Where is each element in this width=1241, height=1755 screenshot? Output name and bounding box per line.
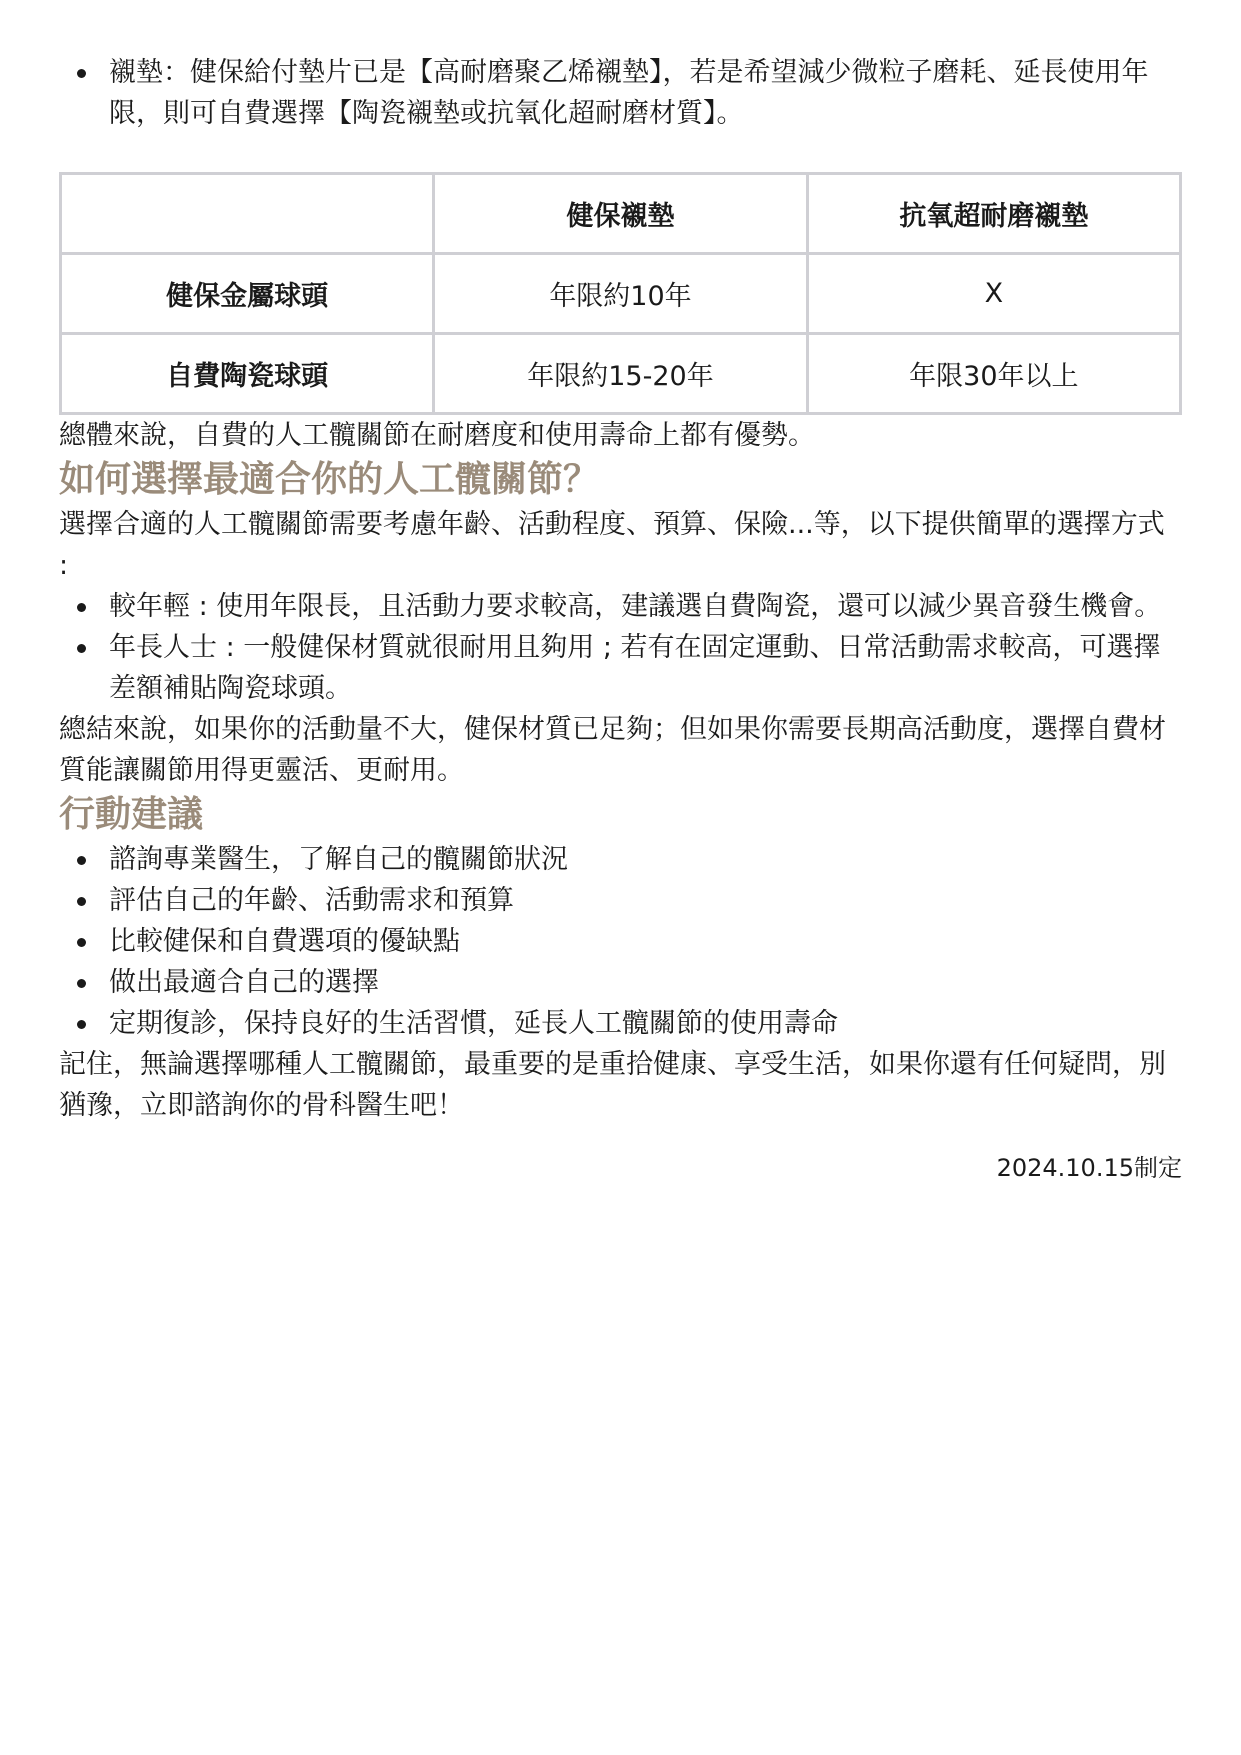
table-row <box>61 334 1181 414</box>
summary-paragraph: 總體來說，自費的人工髖關節在耐磨度和使用壽命上都有優勢。 <box>59 420 815 451</box>
list-item-younger: 較年輕 : 使用年限長，且活動力要求較高，建議選自費陶瓷，還可以減少異音發生機會。 <box>59 586 1182 627</box>
conclusion-paragraph: 總結來說，如果你的活動量不大，健保材質已足夠；但如果你需要長期高活動度，選擇自費材質能讓關節用得更靈活、更耐用。 <box>59 714 1166 786</box>
list-item: 比較健保和自費選項的優缺點 <box>59 921 1182 962</box>
section-heading-choose: 如何選擇最適合你的人工髖關節？ <box>59 459 600 500</box>
section-heading-action: 行動建議 <box>59 794 204 835</box>
liner-note-list <box>59 52 1182 134</box>
row-label-metal-head: 健保金屬球頭 <box>61 254 434 334</box>
list-item: 諮詢專業醫生，了解自己的髖關節狀況 <box>59 839 1182 880</box>
row-label-ceramic-head: 自費陶瓷球頭 <box>61 334 434 414</box>
choose-intro-paragraph: 選擇合適的人工髖關節需要考慮年齡、活動程度、預算、保險...等，以下提供簡單的選擇方式 : <box>59 509 1165 581</box>
table-header-nhi-liner: 健保襯墊 <box>434 174 807 254</box>
table-header-row <box>61 174 1181 254</box>
document-page <box>59 52 1182 1184</box>
table-cell: 年限約15-20年 <box>434 334 807 414</box>
table-header-corner <box>61 174 434 254</box>
table-cell: 年限30年以上 <box>807 334 1180 414</box>
list-item: 評估自己的年齡、活動需求和預算 <box>59 880 1182 921</box>
table-row <box>61 254 1181 334</box>
material-comparison-table <box>59 172 1182 415</box>
revision-date: 2024.10.15制定 <box>996 1154 1182 1182</box>
list-item-liner: 襯墊：健保給付墊片已是【高耐磨聚乙烯襯墊】，若是希望減少微粒子磨耗、延長使用年限，則可自費選擇【陶瓷襯墊或抗氧化超耐磨材質】。 <box>59 52 1182 134</box>
choose-criteria-list <box>59 586 1182 709</box>
table-cell: X <box>807 254 1180 334</box>
action-suggestion-list <box>59 839 1182 1044</box>
list-item: 做出最適合自己的選擇 <box>59 962 1182 1003</box>
table-header-antioxidant-liner: 抗氧超耐磨襯墊 <box>807 174 1180 254</box>
closing-paragraph: 記住，無論選擇哪種人工髖關節，最重要的是重拾健康、享受生活，如果你還有任何疑問，別猶豫，立即諮詢你的骨科醫生吧！ <box>59 1049 1166 1121</box>
table-cell: 年限約10年 <box>434 254 807 334</box>
list-item-older: 年長人士 : 一般健保材質就很耐用且夠用 ; 若有在固定運動、日常活動需求較高，可選擇差額補貼陶瓷球頭。 <box>59 627 1182 709</box>
list-item: 定期復診，保持良好的生活習慣，延長人工髖關節的使用壽命 <box>59 1003 1182 1044</box>
